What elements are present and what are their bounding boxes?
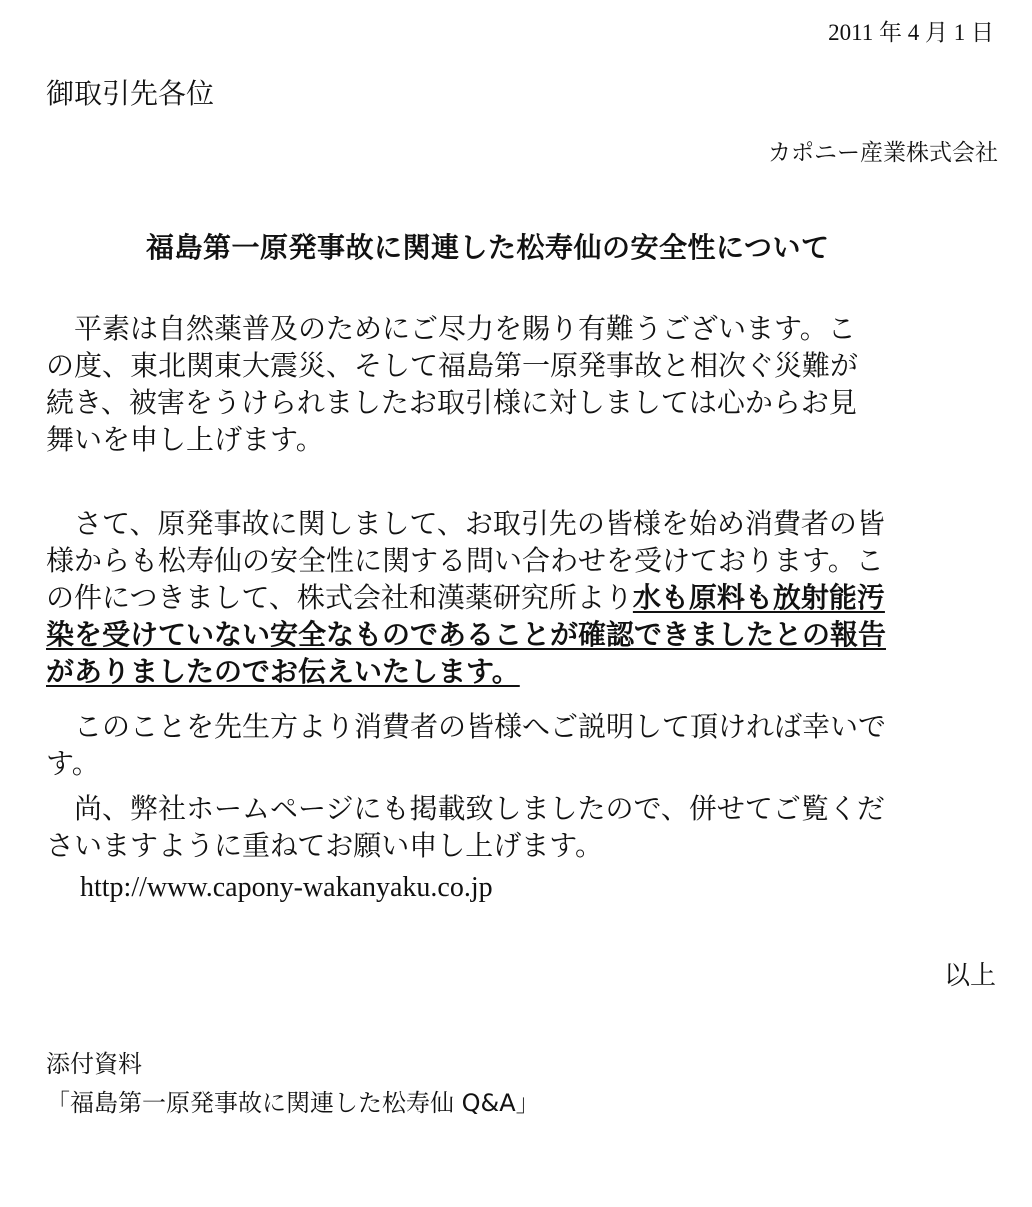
text-segment: の件につきまして、株式会社和漢薬研究所より [46,581,633,614]
underlined-statement: 水も原料も放射能汚 [632,581,885,614]
text-line: さいますように重ねてお願い申し上げます。 [46,829,604,862]
closing: 以上 [943,961,996,991]
underlined-statement: がありましたのでお伝えいたします。 [46,655,520,688]
paragraph-safety-report [46,505,1006,690]
underlined-statement: 染を受けていない安全なものであることが確認できましたとの報告 [46,618,887,651]
paragraph-greeting [46,310,1006,458]
text-line: す。 [46,747,100,780]
paragraph-request [46,708,1006,782]
letter-date: 2011 年 4 月 1 日 [828,20,994,45]
text-line [46,653,1006,690]
text-line [46,579,1006,616]
text-line [46,616,1006,653]
text-line: 尚、弊社ホームページにも掲載致しましたので、併せてご覧くだ [46,792,885,825]
text-line: このことを先生方より消費者の皆様へご説明して頂ければ幸いで [46,710,887,743]
addressee: 御取引先各位 [46,77,215,110]
text-line: の度、東北関東大震災、そして福島第一原発事故と相次ぐ災難が [46,349,859,382]
paragraph-homepage [46,790,1006,864]
attachment-label: 添付資料 [46,1050,142,1078]
text-line: 様からも松寿仙の安全性に関する問い合わせを受けております。こ [46,544,884,577]
letter-title: 福島第一原発事故に関連した松寿仙の安全性について [146,231,830,264]
sender-company: カポニー産業株式会社 [768,140,998,166]
attachment-item: 「福島第一原発事故に関連した松寿仙 Q&A」 [46,1089,540,1117]
text-line: 続き、被害をうけられましたお取引様に対しましては心からお見 [46,386,857,419]
text-line: 平素は自然薬普及のためにご尽力を賜り有難うございます。こ [46,312,856,345]
text-line: さて、原発事故に関しまして、お取引先の皆様を始め消費者の皆 [46,507,885,540]
text-line: 舞いを申し上げます。 [46,423,324,456]
homepage-url: http://www.capony-wakanyaku.co.jp [80,872,493,903]
